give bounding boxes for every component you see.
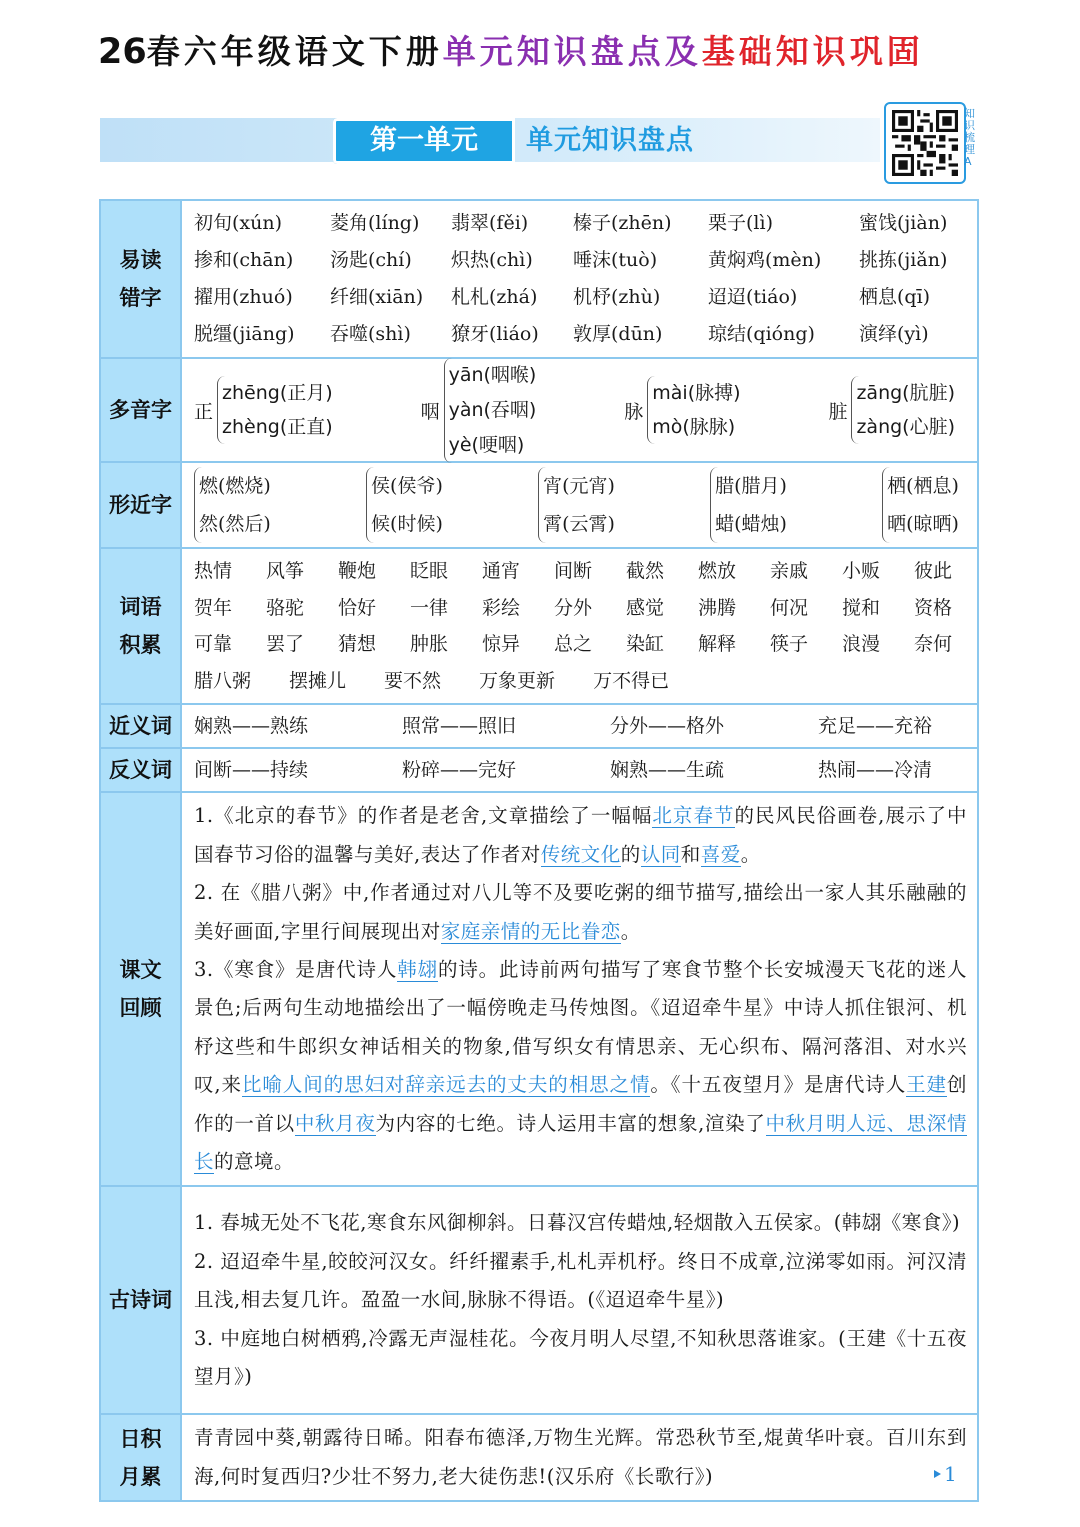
ydcz-word: 挑拣(jiǎn) [859, 249, 948, 271]
ciyu-word: 罢了 [266, 633, 305, 656]
dyz-reading: mò(脉脉) [652, 416, 736, 438]
ciyu-word: 何况 [770, 596, 809, 619]
label-gsc: 古诗词 [100, 1186, 181, 1414]
label-kwhg [100, 792, 181, 1186]
label-kwhg-line1: 课文 [119, 958, 162, 983]
xjz-word: 晒(晾晒) [887, 513, 959, 535]
xjz-pair [710, 467, 787, 543]
row-rjyl [100, 1414, 978, 1501]
dyz-readings [444, 358, 537, 463]
kwhg-p3-text-e: 为内容的七绝。诗人运用丰富的想象,渲染了 [375, 1111, 766, 1135]
ciyu-word: 热情 [194, 560, 233, 582]
kwhg-p3-highlight-4: 中秋月夜 [294, 1111, 376, 1135]
kwhg-p2-highlight-1: 家庭亲情的无比眷恋 [440, 919, 621, 943]
kwhg-p3-text-d: 创作的一首以 [194, 1073, 967, 1135]
rjyl-text: 青青园中葵,朝露待日晞。阳春布德泽,万物生光辉。常恐秋节至,焜黄华叶衰。百川东到海,何时复西归?少壮不努力,老大徒伤悲!(汉乐府《长歌行》) [194, 1426, 967, 1488]
ciyu-word: 奈何 [914, 633, 953, 656]
unit-subtitle: 单元知识盘点 [526, 125, 694, 156]
label-cyjl [100, 548, 181, 704]
jyc-pair: 娴熟——熟练 [194, 715, 309, 738]
label-ydcz [100, 200, 181, 358]
ydcz-word: 栗子(lì) [708, 212, 773, 234]
xjz-word: 霄(云霄) [543, 513, 615, 535]
content-cyjl [181, 548, 978, 704]
ydcz-word: 黄焖鸡(mèn) [708, 249, 822, 271]
dyz-item [194, 376, 333, 444]
ciyu-grid [194, 553, 967, 663]
title-number: 26 [98, 32, 147, 72]
ydcz-word: 炽热(chì) [451, 249, 533, 271]
ydcz-word: 演绎(yì) [859, 323, 929, 345]
xjz-pair [538, 467, 615, 543]
ciyu-word: 风筝 [266, 560, 305, 582]
kwhg-paragraph-3 [194, 951, 967, 1181]
xjz-pair [366, 467, 443, 543]
dyz-reading: zhèng(正直) [222, 416, 333, 438]
row-xjz [100, 462, 978, 548]
kwhg-p1-text-a: 1.《北京的春节》的作者是老舍,文章描绘了一幅幅 [194, 804, 653, 828]
xjz-pair [882, 467, 959, 543]
title-part-purple: 单元知识盘点及 [442, 32, 702, 71]
ciyu-word: 通宵 [482, 560, 521, 582]
dyz-char: 脉 [624, 400, 644, 423]
ciyu-word: 分外 [554, 596, 593, 619]
ciyu-word: 间断 [554, 560, 593, 582]
dyz-item [624, 376, 740, 444]
kwhg-p1-highlight-3: 认同 [640, 842, 681, 866]
ydcz-word: 擢用(zhuó) [194, 286, 293, 308]
dyz-reading: zàng(心脏) [856, 416, 955, 438]
ciyu-word: 万象更新 [479, 669, 556, 692]
kwhg-p3-highlight-1: 韩翃 [397, 958, 438, 981]
label-fyc: 反义词 [100, 748, 181, 792]
dyz-char: 正 [194, 400, 214, 423]
jyc-grid [194, 709, 967, 743]
document-title [98, 28, 998, 76]
title-part-black: 春六年级语文下册 [146, 32, 443, 71]
xjz-list [194, 467, 967, 543]
ydcz-word: 汤匙(chí) [330, 249, 412, 271]
ciyu-word: 感觉 [626, 596, 665, 619]
ydcz-word: 蜜饯(jiàn) [859, 212, 948, 234]
dyz-list [194, 363, 967, 457]
xjz-word: 腊(腊月) [715, 475, 787, 497]
qr-code-icon[interactable] [884, 102, 966, 184]
dyz-reading: yān(咽喉) [448, 363, 537, 386]
ciyu-word: 总之 [554, 633, 593, 656]
knowledge-table [99, 199, 979, 1502]
row-cyjl [100, 548, 978, 704]
ydcz-word: 菱角(líng) [330, 212, 420, 234]
xjz-word: 然(然后) [199, 513, 271, 535]
ciyu-word: 要不然 [384, 669, 442, 692]
dyz-reading: yè(哽咽) [448, 433, 525, 456]
dyz-char: 脏 [828, 400, 848, 423]
kwhg-p3-text-c: 。《十五夜望月》是唐代诗人 [650, 1073, 907, 1097]
ciyu-word: 彼此 [914, 560, 953, 582]
fyc-pair: 娴熟——生疏 [610, 759, 725, 782]
ciyu-word: 亲戚 [770, 560, 809, 582]
kwhg-p2-text-a: 2. 在《腊八粥》中,作者通过对八儿等不及要吃粥的细节描写,描绘出一家人其乐融融的美好画面,字里行间展现出对 [194, 881, 967, 943]
ydcz-word: 纤细(xiān) [330, 286, 424, 308]
row-fyc [100, 748, 978, 792]
ydcz-word: 栖息(qī) [859, 286, 931, 308]
gsc-poem-1: 1. 春城无处不飞花,寒食东风御柳斜。日暮汉宫传蜡烛,轻烟散入五侯家。(韩翃《寒食》) [194, 1211, 961, 1235]
dyz-readings [647, 376, 740, 444]
gsc-poem-3: 3. 中庭地白树栖鸦,冷露无声湿桂花。今夜月明人尽望,不知秋思落谁家。(王建《十五夜望月》) [194, 1326, 967, 1389]
kwhg-p1-highlight-2: 传统文化 [540, 842, 621, 866]
kwhg-p3-text-a: 3.《寒食》是唐代诗人 [194, 958, 398, 981]
ciyu-word: 万不得已 [593, 669, 670, 692]
content-jyc [181, 704, 978, 748]
content-ydcz [181, 200, 978, 358]
ciyu-word: 资格 [914, 596, 953, 619]
kwhg-p3-text-b: 的诗。此诗前两句描写了寒食节整个长安城漫天飞花的迷人景色;后两句生动地描绘出了一幅傍晚走马传烛图。《迢迢牵牛星》中诗人抓住银河、机杼这些和牛郎织女神话相关的物象,借写织女有情思亲、无心织布、隔河落泪、对水兴叹,来 [194, 958, 967, 1097]
label-cyjl-line1: 词语 [119, 595, 162, 620]
ciyu-word: 骆驼 [266, 596, 305, 619]
kwhg-p3-highlight-2: 比喻人间的思妇对辞亲远去的丈夫的相思之情 [241, 1073, 651, 1097]
ydcz-word: 唾沫(tuò) [573, 249, 658, 271]
xjz-word: 宵(元宵) [543, 475, 615, 497]
ciyu-word: 腊八粥 [194, 669, 252, 692]
row-dyz [100, 358, 978, 462]
label-rjyl-line2: 月累 [119, 1464, 162, 1489]
label-ydcz-line2: 错字 [119, 286, 162, 310]
ciyu-word: 解释 [698, 633, 737, 656]
row-ydcz [100, 200, 978, 358]
row-kwhg [100, 792, 978, 1186]
ciyu-word: 沸腾 [698, 596, 737, 619]
ydcz-word: 吞噬(shì) [330, 323, 411, 345]
ydcz-word: 翡翠(fěi) [451, 212, 529, 234]
row-jyc [100, 704, 978, 748]
dyz-char: 咽 [420, 400, 440, 423]
ciyu-word: 彩绘 [482, 596, 521, 619]
ciyu-word: 浪漫 [842, 633, 881, 656]
label-rjyl [100, 1414, 181, 1501]
dyz-reading: mài(脉搏) [652, 382, 741, 404]
kwhg-p3-highlight-5: 中秋月明人远、思深情长 [194, 1111, 967, 1174]
fyc-pair: 粉碎——完好 [402, 759, 517, 782]
dyz-item [421, 358, 537, 463]
kwhg-p1-text-b: 的民风民俗画卷,展示了中国春节习俗的温馨与美好,表达了作者对 [194, 804, 967, 866]
fyc-pair: 间断——持续 [194, 759, 309, 782]
content-kwhg [181, 792, 978, 1186]
jyc-pair: 充足——充裕 [818, 715, 933, 738]
label-rjyl-line1: 日积 [119, 1426, 162, 1451]
xjz-word: 蜡(蜡烛) [715, 513, 787, 535]
ciyu-word: 小贩 [842, 560, 881, 582]
ydcz-word: 掺和(chān) [194, 249, 294, 271]
kwhg-paragraph-2 [194, 874, 967, 951]
ciyu-word: 搅和 [842, 596, 881, 619]
content-rjyl [181, 1414, 978, 1501]
ciyu-word: 鞭炮 [338, 560, 377, 582]
content-xjz [181, 462, 978, 548]
label-xjz: 形近字 [100, 462, 181, 548]
ciyu-word: 惊异 [482, 633, 521, 656]
label-jyc: 近义词 [100, 704, 181, 748]
ydcz-word: 机杼(zhù) [573, 286, 661, 308]
fyc-grid [194, 753, 967, 787]
jyc-pair: 分外——格外 [610, 715, 725, 738]
ciyu-word: 肿胀 [410, 633, 449, 656]
dyz-readings [217, 376, 333, 444]
qr-label: 知识梳理A [964, 107, 975, 168]
ciyu-word: 眨眼 [410, 560, 449, 582]
ciyu-word: 筷子 [770, 633, 809, 656]
label-cyjl-line2: 积累 [119, 633, 162, 658]
content-gsc [181, 1186, 978, 1414]
content-dyz [181, 358, 978, 462]
ydcz-word: 榛子(zhēn) [573, 212, 672, 234]
ciyu-word: 恰好 [338, 596, 377, 619]
kwhg-p2-text-b: 。 [620, 919, 641, 943]
xjz-word: 侯(侯爷) [371, 475, 443, 497]
page-number: 1 [944, 1462, 957, 1486]
kwhg-p1-text-e: 。 [740, 842, 761, 866]
ciyu-word: 染缸 [626, 633, 665, 656]
ciyu-word: 猜想 [338, 633, 377, 656]
jyc-pair: 照常——照旧 [402, 715, 517, 738]
ydcz-word: 迢迢(tiáo) [708, 286, 798, 308]
kwhg-p3-text-f: 的意境。 [214, 1150, 295, 1174]
row-gsc [100, 1186, 978, 1414]
unit-badge: 第一单元 [333, 118, 515, 164]
kwhg-p1-highlight-1: 北京春节 [652, 804, 735, 828]
ciyu-word: 可靠 [194, 633, 233, 656]
content-fyc [181, 748, 978, 792]
dyz-item [828, 376, 955, 444]
title-part-red: 基础知识巩固 [701, 32, 924, 71]
ydcz-word: 獠牙(liáo) [451, 323, 539, 345]
fyc-pair: 热闹——冷清 [818, 759, 933, 782]
ciyu-last-row [194, 663, 967, 700]
kwhg-p3-highlight-3: 王建 [906, 1073, 947, 1097]
label-kwhg-line2: 回顾 [119, 996, 162, 1021]
kwhg-p1-text-c: 的 [620, 842, 641, 866]
kwhg-p1-highlight-4: 喜爱 [700, 842, 741, 866]
label-dyz: 多音字 [100, 358, 181, 462]
ciyu-word: 截然 [626, 560, 665, 582]
kwhg-paragraph-1 [194, 797, 967, 874]
label-ydcz-line1: 易读 [119, 248, 162, 272]
xjz-word: 候(时候) [371, 513, 443, 535]
ciyu-word: 燃放 [698, 560, 737, 582]
gsc-poem-2: 2. 迢迢牵牛星,皎皎河汉女。纤纤擢素手,札札弄机杼。终日不成章,泣涕零如雨。河汉清且浅,相去复几许。盈盈一水间,脉脉不得语。(《迢迢牵牛星》) [194, 1249, 967, 1312]
dyz-reading: zāng(肮脏) [856, 382, 955, 404]
dyz-readings [851, 376, 955, 444]
ciyu-word: 一律 [410, 596, 449, 619]
ciyu-word: 摆摊儿 [289, 669, 347, 692]
ydcz-word: 琼结(qióng) [708, 323, 815, 345]
xjz-word: 燃(燃烧) [199, 475, 271, 497]
ydcz-word: 札札(zhá) [451, 286, 538, 308]
dyz-reading: zhēng(正月) [222, 382, 333, 404]
ydcz-word: 初旬(xún) [194, 212, 283, 234]
dyz-reading: yàn(吞咽) [448, 398, 537, 421]
ydcz-word: 敦厚(dūn) [573, 323, 663, 345]
page-marker-icon [934, 1470, 941, 1478]
ydcz-grid [194, 205, 967, 353]
kwhg-p1-text-d: 和 [680, 842, 701, 866]
ydcz-word: 脱缰(jiāng) [194, 323, 295, 345]
ciyu-word: 贺年 [194, 596, 233, 619]
xjz-word: 栖(栖息) [887, 475, 959, 497]
xjz-pair [194, 467, 271, 543]
